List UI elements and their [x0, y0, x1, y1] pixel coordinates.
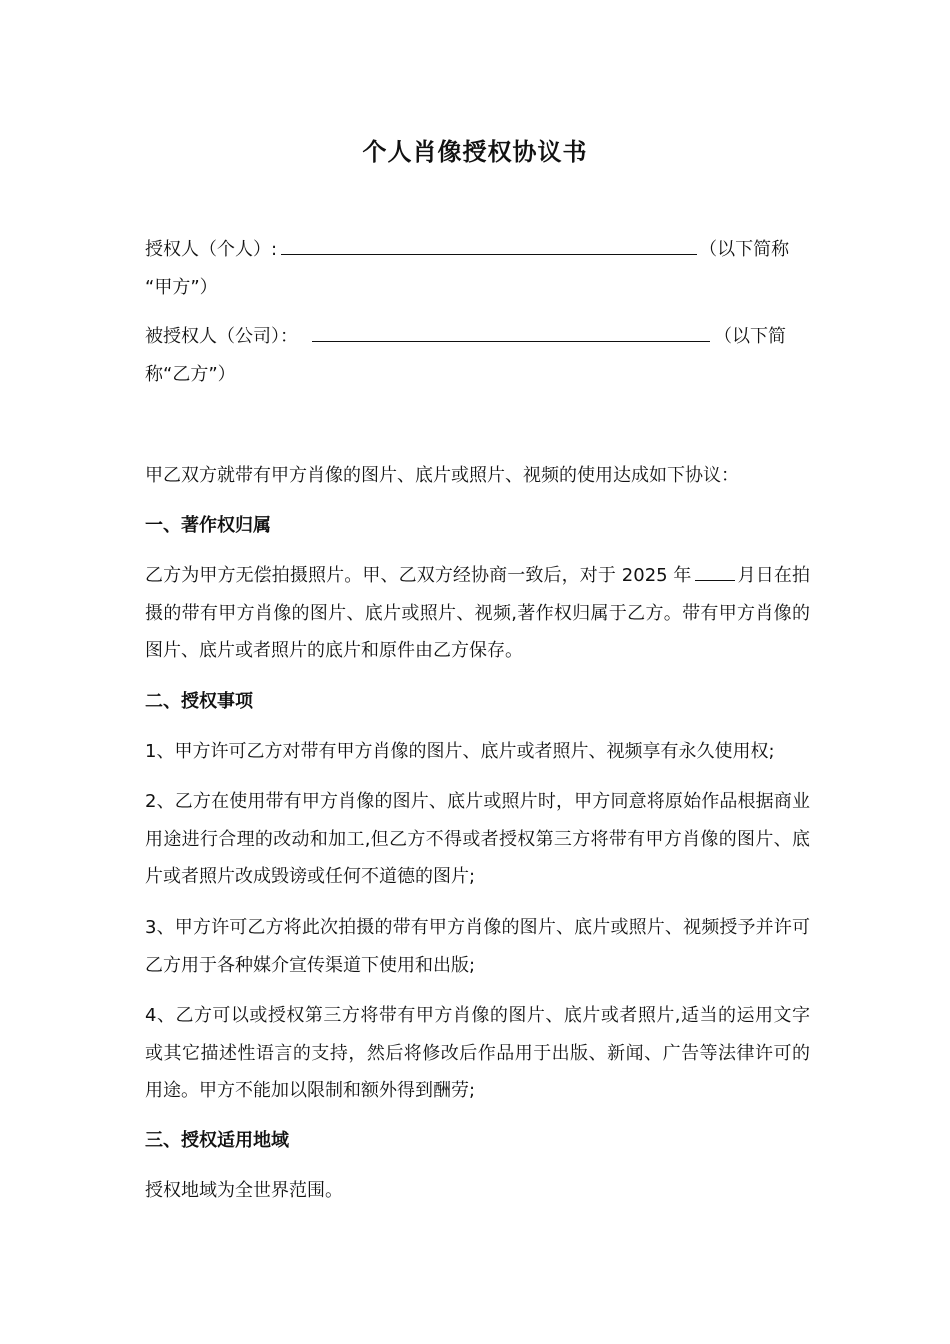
party-a-suffix-1: （以下简称 [699, 239, 790, 260]
section3-paragraph: 授权地域为全世界范围。 [145, 1180, 343, 1201]
section1-paragraph [145, 557, 810, 670]
party-a-label: 授权人（个人）: [145, 239, 278, 260]
section1-heading: 一、著作权归属 [145, 515, 271, 536]
section2-item-4: 4、乙方可以或授权第三方将带有甲方肖像的图片、底片或者照片,适当的运用文字或其它描述性语言的支持，然后将修改后作品用于出版、新闻、广告等法律许可的用途。甲方不能加以限制和额外得到酬劳; [145, 1005, 810, 1101]
document-title: 个人肖像授权协议书 [362, 138, 588, 166]
section1-text-end: 月日在拍摄的带有甲方肖像的图片、底片或照片、视频,著作权归属于乙方。带有甲方肖像的图片、底片或者照片的底片和原件由乙方保存。 [145, 565, 811, 661]
section2-item-1: 1、甲方许可乙方对带有甲方肖像的图片、底片或者照片、视频享有永久使用权; [145, 741, 775, 762]
section2-item-2: 2、乙方在使用带有甲方肖像的图片、底片或照片时，甲方同意将原始作品根据商业用途进行合理的改动和加工,但乙方不得或者授权第三方将带有甲方肖像的图片、底片或者照片改成毁谤或任何不道德的图片; [145, 791, 810, 887]
section1-text-start: 乙方为甲方无偿拍摄照片。甲、乙双方经协商一致后，对于 2025 年 [145, 565, 692, 586]
section3-heading: 三、授权适用地域 [145, 1130, 289, 1151]
party-a-suffix-2: “甲方”） [145, 276, 218, 298]
party-a-line [145, 231, 810, 306]
party-a-name-blank [281, 232, 697, 255]
party-b-suffix-2: 称“乙方”） [145, 363, 236, 385]
party-b-suffix-1: （以下简 [714, 326, 786, 347]
party-b-name-blank [312, 319, 710, 342]
date-day-blank [695, 558, 735, 581]
party-b-line [145, 318, 810, 393]
intro-paragraph: 甲乙双方就带有甲方肖像的图片、底片或照片、视频的使用达成如下协议： [145, 465, 739, 486]
section2-item-3: 3、甲方许可乙方将此次拍摄的带有甲方肖像的图片、底片或照片、视频授予并许可乙方用于各种媒介宣传渠道下使用和出版; [145, 917, 810, 976]
party-b-label: 被授权人（公司）： [145, 326, 298, 347]
section2-heading: 二、授权事项 [145, 691, 253, 712]
